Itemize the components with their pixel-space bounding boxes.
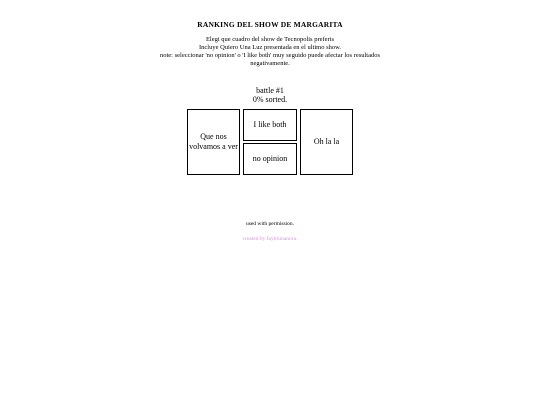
no-opinion-button[interactable] [243,143,297,175]
battle-number: battle #1 [256,86,284,95]
no-opinion-label: no opinion [252,154,288,163]
permission-note: used with permission. [245,221,295,227]
battle-status [0,86,540,104]
left-choice-label: Que nos volvamos a ver [189,132,238,151]
left-choice-button[interactable] [187,109,240,175]
i-like-both-label: I like both [253,120,287,129]
instruction-line: negativamente. [250,60,290,67]
instruction-line: Elegi que cuadro del show de Tecnopolis preferis [205,36,335,43]
creator-credit-link[interactable]: created by faybrunanora. [242,236,298,242]
sort-progress: 0% sorted. [252,95,288,104]
right-choice-label: Oh la la [313,137,340,146]
i-like-both-button[interactable] [243,109,297,141]
instructions [140,36,400,68]
instruction-line: note: seleccionar 'no opinion' o 'I like both' muy seguido puede afectar los resultados [159,52,381,59]
right-choice-button[interactable] [300,109,353,175]
instruction-line: Incluye Quiero Una Luz presentada en el ultimo show. [199,44,341,51]
page-title: RANKING DEL SHOW DE MARGARITA [197,20,343,29]
